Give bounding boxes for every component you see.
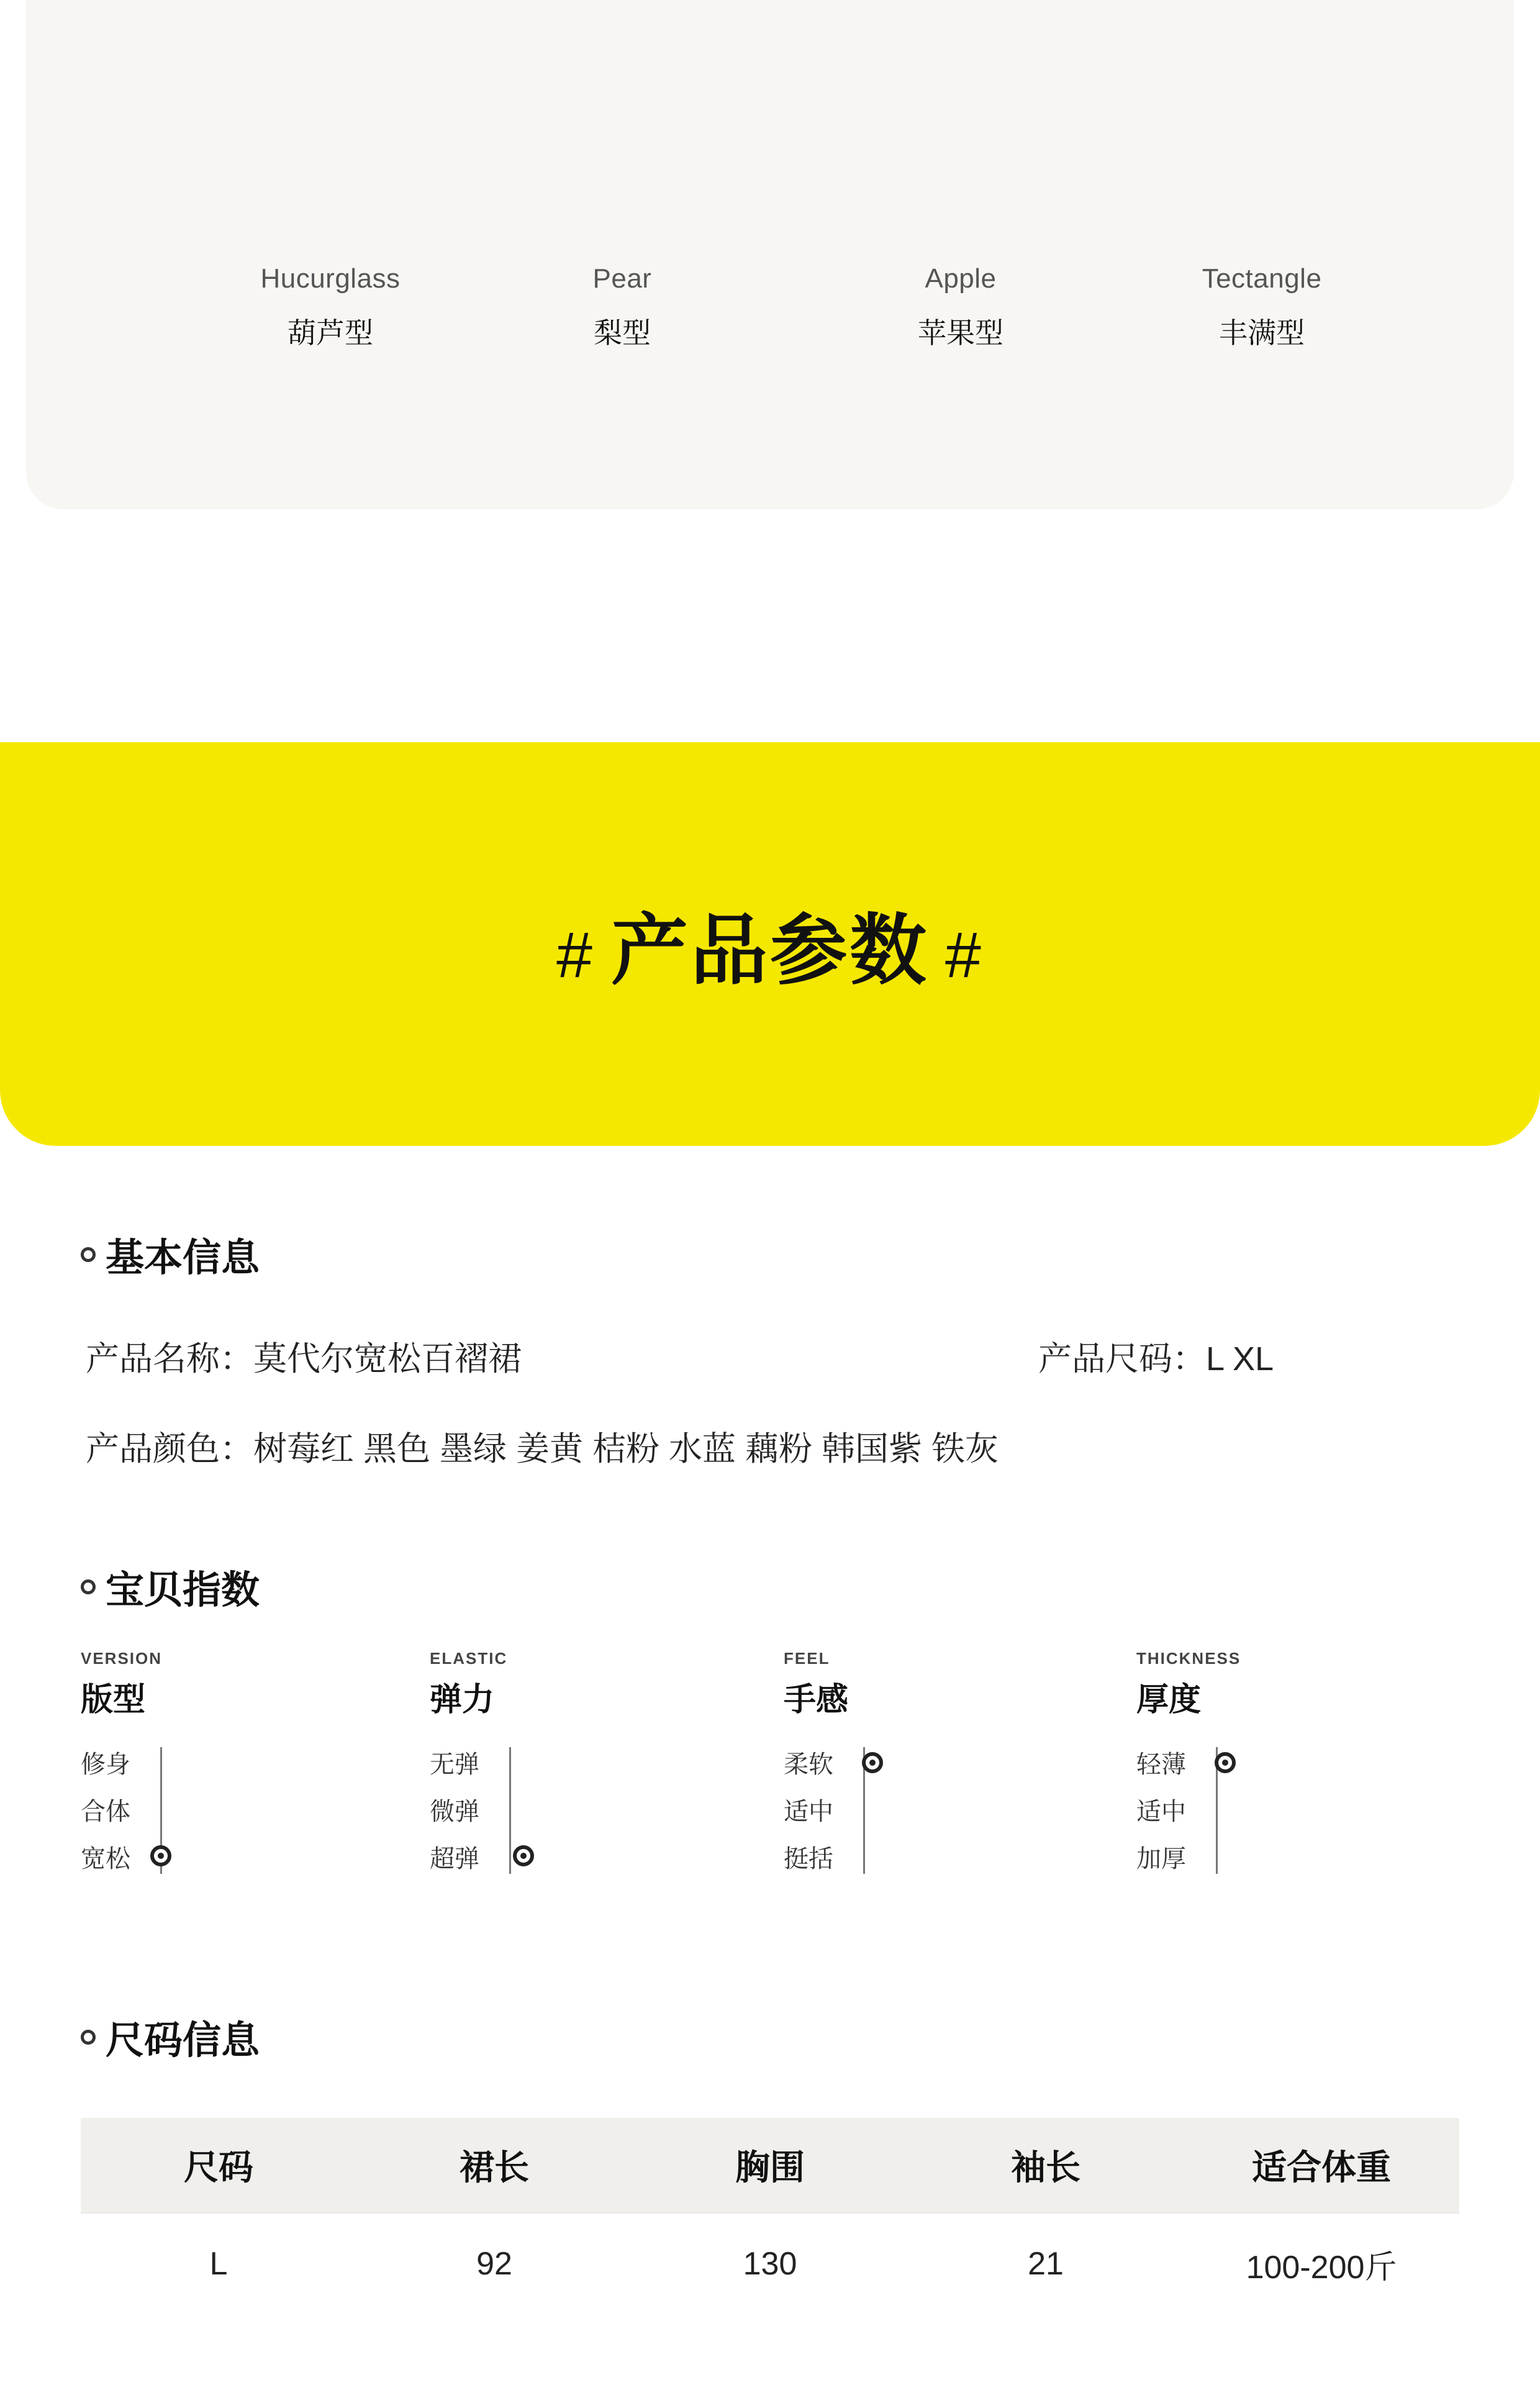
meter-selected-dot — [1215, 1752, 1236, 1773]
product-parameters-banner — [0, 742, 1540, 1146]
banner-hash-left: # — [556, 919, 595, 991]
meter-option — [430, 1786, 777, 1833]
section-title-baby-index — [81, 1559, 260, 1614]
meter-elastic-en: ELASTIC — [430, 1649, 508, 1668]
body-shape-name-cn-2: 苹果型 — [918, 317, 1003, 349]
meter-option-label: 柔软 — [784, 1750, 833, 1778]
size-cell-bust: 130 — [632, 2213, 908, 2314]
product-size-label: 产品尺码： — [1038, 1340, 1206, 1378]
size-table-col-4: 适合体重 — [1184, 2118, 1459, 2213]
meter-option-label: 无弹 — [430, 1750, 479, 1778]
meter-option-label: 超弹 — [430, 1845, 479, 1873]
meter-option — [1136, 1786, 1484, 1833]
product-color-row — [86, 1422, 999, 1470]
section-title-size-info — [81, 2009, 260, 2065]
meter-feel — [784, 1649, 1131, 1881]
meter-option — [784, 1738, 1131, 1786]
size-cell-weight: 100-200斤 — [1184, 2213, 1459, 2314]
meter-version — [81, 1649, 428, 1881]
meter-option — [430, 1738, 777, 1786]
body-shape-illustration-0 — [163, 0, 498, 261]
meter-option — [1136, 1833, 1484, 1880]
meter-option-label: 适中 — [784, 1797, 833, 1825]
size-info-heading: 尺码信息 — [106, 2019, 260, 2062]
table-row — [81, 2213, 1459, 2314]
section-title-basic-info — [81, 1227, 260, 1282]
meter-option — [81, 1786, 428, 1833]
size-table-col-1: 裙长 — [356, 2118, 632, 2213]
body-shape-illustration-2 — [793, 0, 1128, 261]
meter-version-en: VERSION — [81, 1649, 163, 1668]
meter-option-label: 轻薄 — [1136, 1750, 1186, 1778]
meter-selected-dot — [150, 1845, 171, 1866]
banner-hash-right: # — [945, 919, 984, 991]
meter-feel-en: FEEL — [784, 1649, 830, 1668]
body-shape-item-3 — [1094, 0, 1429, 352]
product-color-value: 树莓红 黑色 墨绿 姜黄 桔粉 水蓝 藕粉 韩国紫 铁灰 — [253, 1430, 999, 1468]
product-color-label: 产品颜色： — [86, 1430, 253, 1468]
body-shape-panel — [26, 0, 1514, 509]
body-shape-name-en-2: Apple — [925, 263, 997, 294]
size-cell-sleeve: 21 — [908, 2213, 1184, 2314]
meter-feel-scale — [784, 1738, 1131, 1881]
ring-bullet-icon — [81, 2030, 96, 2045]
meter-version-cn: 版型 — [81, 1682, 146, 1718]
body-shape-illustration-3 — [1094, 0, 1429, 261]
product-name-row — [86, 1332, 522, 1380]
meter-version-scale — [81, 1738, 428, 1881]
body-shape-illustration-1 — [455, 0, 790, 261]
body-shape-item-1 — [455, 0, 790, 352]
body-shape-name-cn-3: 丰满型 — [1219, 317, 1305, 349]
ring-bullet-icon — [81, 1247, 96, 1262]
meter-selected-dot — [862, 1752, 883, 1773]
meter-thickness — [1136, 1649, 1484, 1881]
meter-thickness-cn: 厚度 — [1136, 1682, 1202, 1718]
body-shape-item-0 — [163, 0, 498, 352]
size-table-header-row — [81, 2118, 1459, 2213]
body-shape-item-2 — [793, 0, 1128, 352]
basic-info-heading: 基本信息 — [106, 1237, 260, 1279]
meter-option — [81, 1833, 428, 1880]
meter-selected-dot — [513, 1845, 534, 1866]
index-meters — [81, 1649, 1459, 1910]
meter-option — [430, 1833, 777, 1880]
size-cell-length: 92 — [356, 2213, 632, 2314]
meter-option — [784, 1786, 1131, 1833]
product-name-value: 莫代尔宽松百褶裙 — [253, 1340, 522, 1378]
size-table-col-2: 胸围 — [632, 2118, 908, 2213]
body-shape-figures — [26, 0, 1514, 509]
product-size-value: L XL — [1206, 1340, 1274, 1378]
size-cell-size: L — [81, 2213, 356, 2314]
meter-option-label: 合体 — [81, 1797, 130, 1825]
size-table — [81, 2118, 1459, 2314]
body-shape-name-cn-1: 梨型 — [594, 317, 651, 349]
meter-option-label: 微弹 — [430, 1797, 479, 1825]
body-shape-name-en-0: Hucurglass — [260, 263, 401, 294]
baby-index-heading: 宝贝指数 — [106, 1569, 260, 1612]
meter-option — [1136, 1738, 1484, 1786]
meter-thickness-en: THICKNESS — [1136, 1649, 1241, 1668]
meter-feel-cn: 手感 — [784, 1682, 849, 1718]
meter-elastic — [430, 1649, 777, 1881]
meter-option-label: 适中 — [1136, 1797, 1186, 1825]
meter-thickness-scale — [1136, 1738, 1484, 1881]
product-name-label: 产品名称： — [86, 1340, 253, 1378]
size-table-col-3: 袖长 — [908, 2118, 1184, 2213]
body-shape-name-en-3: Tectangle — [1202, 263, 1322, 294]
meter-option-label: 宽松 — [81, 1845, 130, 1873]
banner-title: 产品参数 — [610, 908, 929, 994]
meter-option-label: 挺括 — [784, 1845, 833, 1873]
product-size-row — [1038, 1332, 1274, 1380]
banner-title-wrapper — [540, 889, 1000, 999]
meter-option — [81, 1738, 428, 1786]
meter-elastic-scale — [430, 1738, 777, 1881]
meter-elastic-cn: 弹力 — [430, 1682, 495, 1718]
body-shape-name-en-1: Pear — [592, 263, 652, 294]
ring-bullet-icon — [81, 1579, 96, 1594]
meter-option-label: 加厚 — [1136, 1845, 1186, 1873]
size-table-col-0: 尺码 — [81, 2118, 356, 2213]
meter-option-label: 修身 — [81, 1750, 130, 1778]
body-shape-name-cn-0: 葫芦型 — [288, 317, 373, 349]
meter-option — [784, 1833, 1131, 1880]
